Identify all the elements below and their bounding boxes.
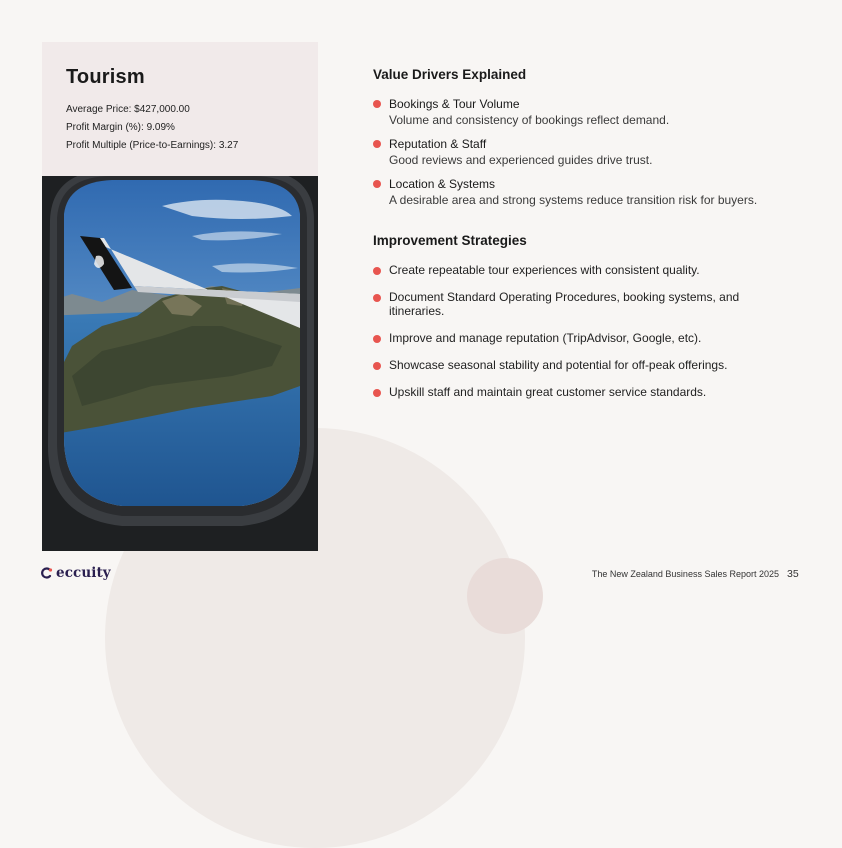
improvement-strategies-title: Improvement Strategies (373, 233, 527, 248)
improvement-strategies-list (373, 263, 793, 399)
bullet-icon (373, 362, 381, 370)
card-stats (66, 101, 238, 155)
strategy-item (373, 331, 793, 345)
strategy-text: Document Standard Operating Procedures, booking systems, and itineraries. (389, 290, 740, 318)
bullet-icon (373, 335, 381, 343)
stat-average-price: Average Price: $427,000.00 (66, 104, 190, 115)
value-drivers-title: Value Drivers Explained (373, 67, 527, 82)
value-driver-item (373, 176, 793, 208)
eccuity-logo (41, 564, 111, 582)
stat-profit-multiple: Profit Multiple (Price-to-Earnings): 3.27 (66, 140, 239, 151)
strategy-text: Improve and manage reputation (TripAdvisor, Google, etc). (389, 331, 702, 345)
stat-profit-margin: Profit Margin (%): 9.09% (66, 122, 175, 133)
value-driver-item (373, 136, 793, 168)
footer-report-title: The New Zealand Business Sales Report 2025 (591, 569, 779, 579)
bullet-icon (373, 389, 381, 397)
value-driver-desc: Good reviews and experienced guides drive trust. (389, 153, 653, 167)
value-driver-label: Reputation & Staff (389, 137, 487, 151)
bullet-icon (373, 140, 381, 148)
strategy-item (373, 385, 793, 399)
strategy-item (373, 263, 793, 277)
airplane-window-photo (42, 176, 318, 551)
logo-mark-icon (41, 567, 53, 579)
background-circle-small (467, 558, 543, 634)
logo-text: eccuity (56, 565, 111, 581)
card-title: Tourism (66, 66, 145, 88)
airplane-window-illustration (42, 176, 318, 551)
bullet-icon (373, 267, 381, 275)
strategy-text: Create repeatable tour experiences with consistent quality. (389, 263, 700, 277)
value-driver-label: Bookings & Tour Volume (389, 97, 520, 111)
value-drivers-list (373, 96, 793, 208)
value-driver-desc: Volume and consistency of bookings reflect demand. (389, 113, 670, 127)
page-number: 35 (787, 568, 799, 580)
strategy-text: Upskill staff and maintain great customer service standards. (389, 385, 707, 399)
value-driver-label: Location & Systems (389, 177, 496, 191)
tourism-card (42, 42, 318, 176)
strategy-item (373, 358, 793, 372)
strategy-item (373, 290, 769, 318)
value-driver-item (373, 96, 793, 128)
content-column (373, 66, 793, 399)
value-driver-desc: A desirable area and strong systems reduce transition risk for buyers. (389, 193, 758, 207)
bullet-icon (373, 100, 381, 108)
bullet-icon (373, 180, 381, 188)
bullet-icon (373, 294, 381, 302)
strategy-text: Showcase seasonal stability and potential for off-peak offerings. (389, 358, 728, 372)
